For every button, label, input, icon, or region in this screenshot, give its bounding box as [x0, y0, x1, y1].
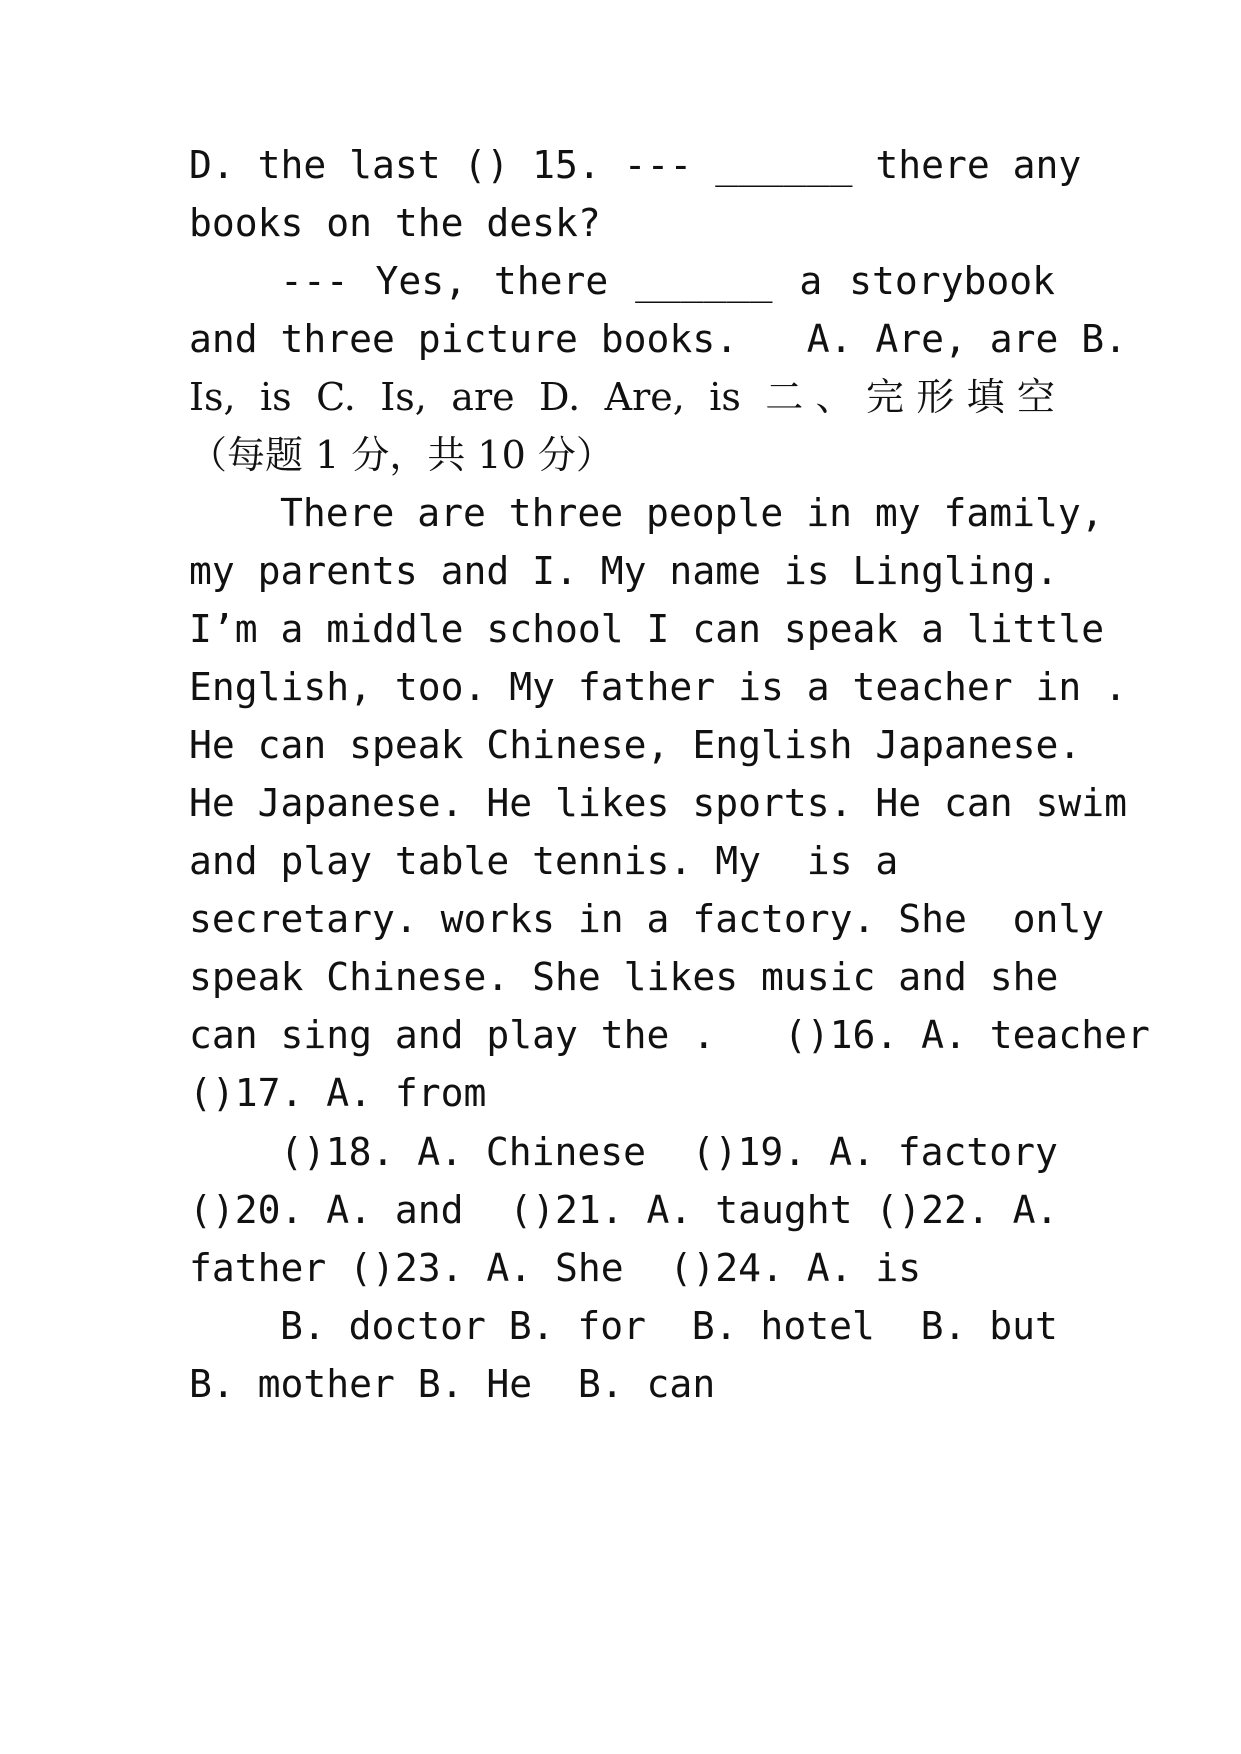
text-line-17: ()17. A. from	[189, 1071, 487, 1115]
text-line-20: father ()23. A. She ()24. A. is	[189, 1246, 922, 1290]
text-line-12: He Japanese. He likes sports. He can swim	[189, 781, 1127, 825]
text-line-5: Is, is C. Is, are D. Are, is 二、完形填空	[189, 375, 1055, 419]
text-line-10: English, too. My father is a teacher in .	[189, 665, 1127, 709]
text-line-13: and play table tennis. My is a	[189, 839, 899, 883]
text-line-2: books on the desk?	[189, 201, 601, 245]
text-line-18: ()18. A. Chinese ()19. A. factory	[280, 1130, 1058, 1174]
text-line-15: speak Chinese. She likes music and she	[189, 955, 1059, 999]
text-line-21: B. doctor B. for B. hotel B. but	[280, 1304, 1058, 1348]
text-line-14: secretary. works in a factory. She only	[189, 897, 1105, 941]
text-line-8: my parents and I. My name is Lingling.	[189, 549, 1059, 593]
text-line-16: can sing and play the . ()16. A. teacher	[189, 1013, 1150, 1057]
text-line-9: I’m a middle school I can speak a little	[189, 607, 1105, 651]
text-line-11: He can speak Chinese, English Japanese.	[189, 723, 1082, 767]
text-line-7: There are three people in my family,	[280, 491, 1104, 535]
section-heading-scoring: （每题 1 分，共 10 分）	[189, 433, 614, 477]
text-line-22: B. mother B. He B. can	[189, 1362, 716, 1406]
text-line-19: ()20. A. and ()21. A. taught ()22. A.	[189, 1188, 1059, 1232]
text-line-1: D. the last () 15. --- ______ there any	[189, 143, 1082, 187]
text-line-4: and three picture books. A. Are, are B.	[189, 317, 1127, 361]
text-line-3: --- Yes, there ______ a storybook	[280, 259, 1055, 303]
